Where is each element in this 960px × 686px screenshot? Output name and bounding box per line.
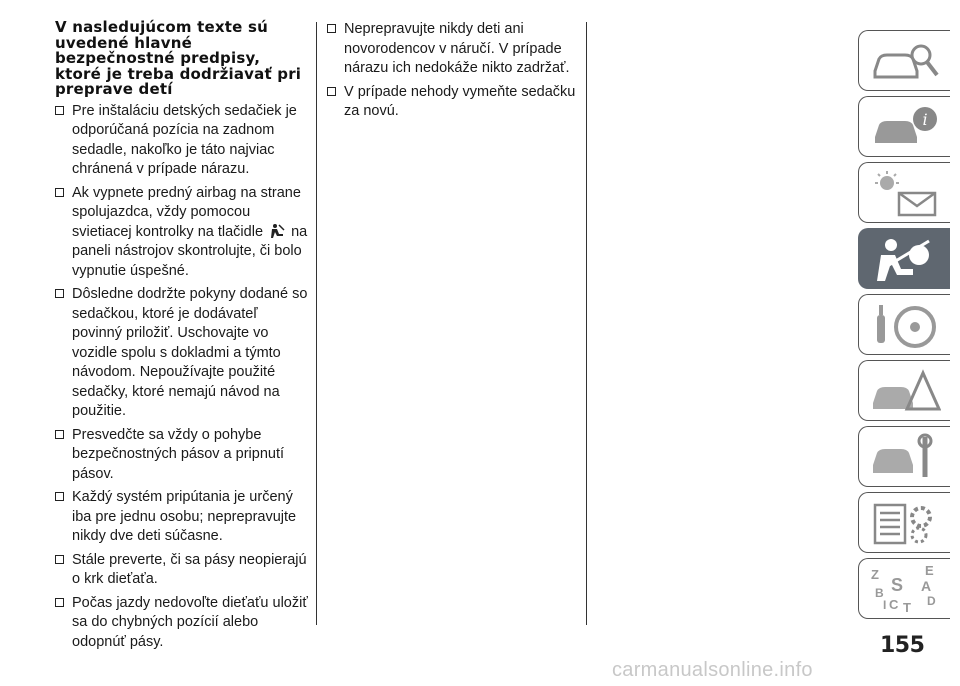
checkbox-bullet-icon <box>55 289 64 298</box>
index-letter: E <box>925 565 934 578</box>
list-item <box>55 102 310 180</box>
index-letter: D <box>927 594 936 608</box>
checkbox-bullet-icon <box>327 24 336 33</box>
left-column <box>55 20 310 656</box>
list-item-text: Neprepravujte nikdy deti ani novorodencov v náručí. V prípade nárazu ich nedokáže nikto zadržať. <box>344 21 570 76</box>
car-info-icon <box>869 103 941 151</box>
list-item <box>55 551 310 590</box>
list-item-airbag <box>55 184 310 282</box>
list-item-text: V prípade nehody vymeňte sedačku za novú. <box>344 83 576 119</box>
section-heading: V nasledujúcom texte sú uvedené hlavné bezpečnostné predpisy, ktoré je treba dodržiavať pri preprave detí <box>55 18 302 98</box>
tab-specs[interactable] <box>858 492 950 553</box>
index-letter: A <box>921 578 932 594</box>
tab-car-service[interactable] <box>858 426 950 487</box>
checkbox-bullet-icon <box>55 555 64 564</box>
checkbox-bullet-icon <box>327 87 336 96</box>
checkbox-bullet-icon <box>55 106 64 115</box>
index-letter: B <box>875 586 884 600</box>
tab-car-info[interactable] <box>858 96 950 157</box>
checkbox-bullet-icon <box>55 188 64 197</box>
tab-car-search[interactable] <box>858 30 950 91</box>
index-letter: S <box>891 575 904 595</box>
list-item-text: Dôsledne dodržte pokyny dodané so sedačkou, ktoré je dodávateľ povinný priložiť. Uschovajte vo vozidle spolu s dokladmi a týmto návodom. Nepoužívajte použité sedačky, ktoré nemajú návod na použitie. <box>72 286 308 419</box>
list-item-text: Každý systém pripútania je určený iba pre jednu osobu; neprepravujte nikdy dve deti súčasne. <box>72 489 297 544</box>
list-item <box>55 426 310 485</box>
index-letter: I <box>883 598 887 612</box>
right-column <box>327 20 582 126</box>
list-item-text: Počas jazdy nedovoľte dieťaťu uložiť sa do chybných pozícií alebo odopnúť pásy. <box>72 594 308 650</box>
tab-safety[interactable] <box>858 228 950 289</box>
checkbox-bullet-icon <box>55 598 64 607</box>
car-search-icon <box>869 37 941 85</box>
svg-text:i: i <box>922 110 928 129</box>
list-item <box>55 285 310 422</box>
column-divider <box>586 22 587 625</box>
tab-car-warning[interactable] <box>858 360 950 421</box>
checkbox-bullet-icon <box>55 430 64 439</box>
index-letter: Z <box>871 567 879 582</box>
list-item-text: Presvedčte sa vždy o pohybe bezpečnostných pásov a pripnutí pásov. <box>72 426 284 482</box>
tab-warning-lights[interactable] <box>858 162 950 223</box>
airbag-off-indicator-icon <box>269 223 285 239</box>
car-service-icon <box>869 433 941 481</box>
column-divider <box>316 22 317 625</box>
alphabet-index-icon <box>869 565 941 613</box>
list-item <box>327 83 582 122</box>
warning-lights-icon <box>869 169 941 217</box>
tab-steering-key[interactable] <box>858 294 950 355</box>
watermark: carmanualsonline.info <box>612 659 813 681</box>
list-item <box>55 488 310 547</box>
index-letter: C <box>889 597 899 612</box>
steering-key-icon <box>869 301 941 349</box>
car-warning-icon <box>869 367 941 415</box>
list-item-text: na paneli nástrojov skontrolujte, či bolo vypnutie úspešné. <box>72 223 308 279</box>
list-item-text: Stále preverte, či sa pásy neopierajú o krk dieťaťa. <box>72 551 307 587</box>
specs-gear-icon <box>869 499 941 547</box>
index-letter: T <box>903 600 911 613</box>
list-item-text: Ak vypnete predný airbag na strane spolujazdca, vždy pomocou svietiacej kontrolky na tlačidle <box>72 184 301 240</box>
list-item <box>327 20 582 79</box>
list-item-text: Pre inštaláciu detských sedačiek je odporúčaná pozícia na zadnom sedadle, nakoľko je táto najviac chránená v prípade nárazu. <box>72 102 297 177</box>
page-number: 155 <box>880 633 925 658</box>
checkbox-bullet-icon <box>55 492 64 501</box>
list-item <box>55 594 310 653</box>
passenger-airbag-icon <box>869 235 941 283</box>
tab-alphabetical-index[interactable] <box>858 558 950 619</box>
